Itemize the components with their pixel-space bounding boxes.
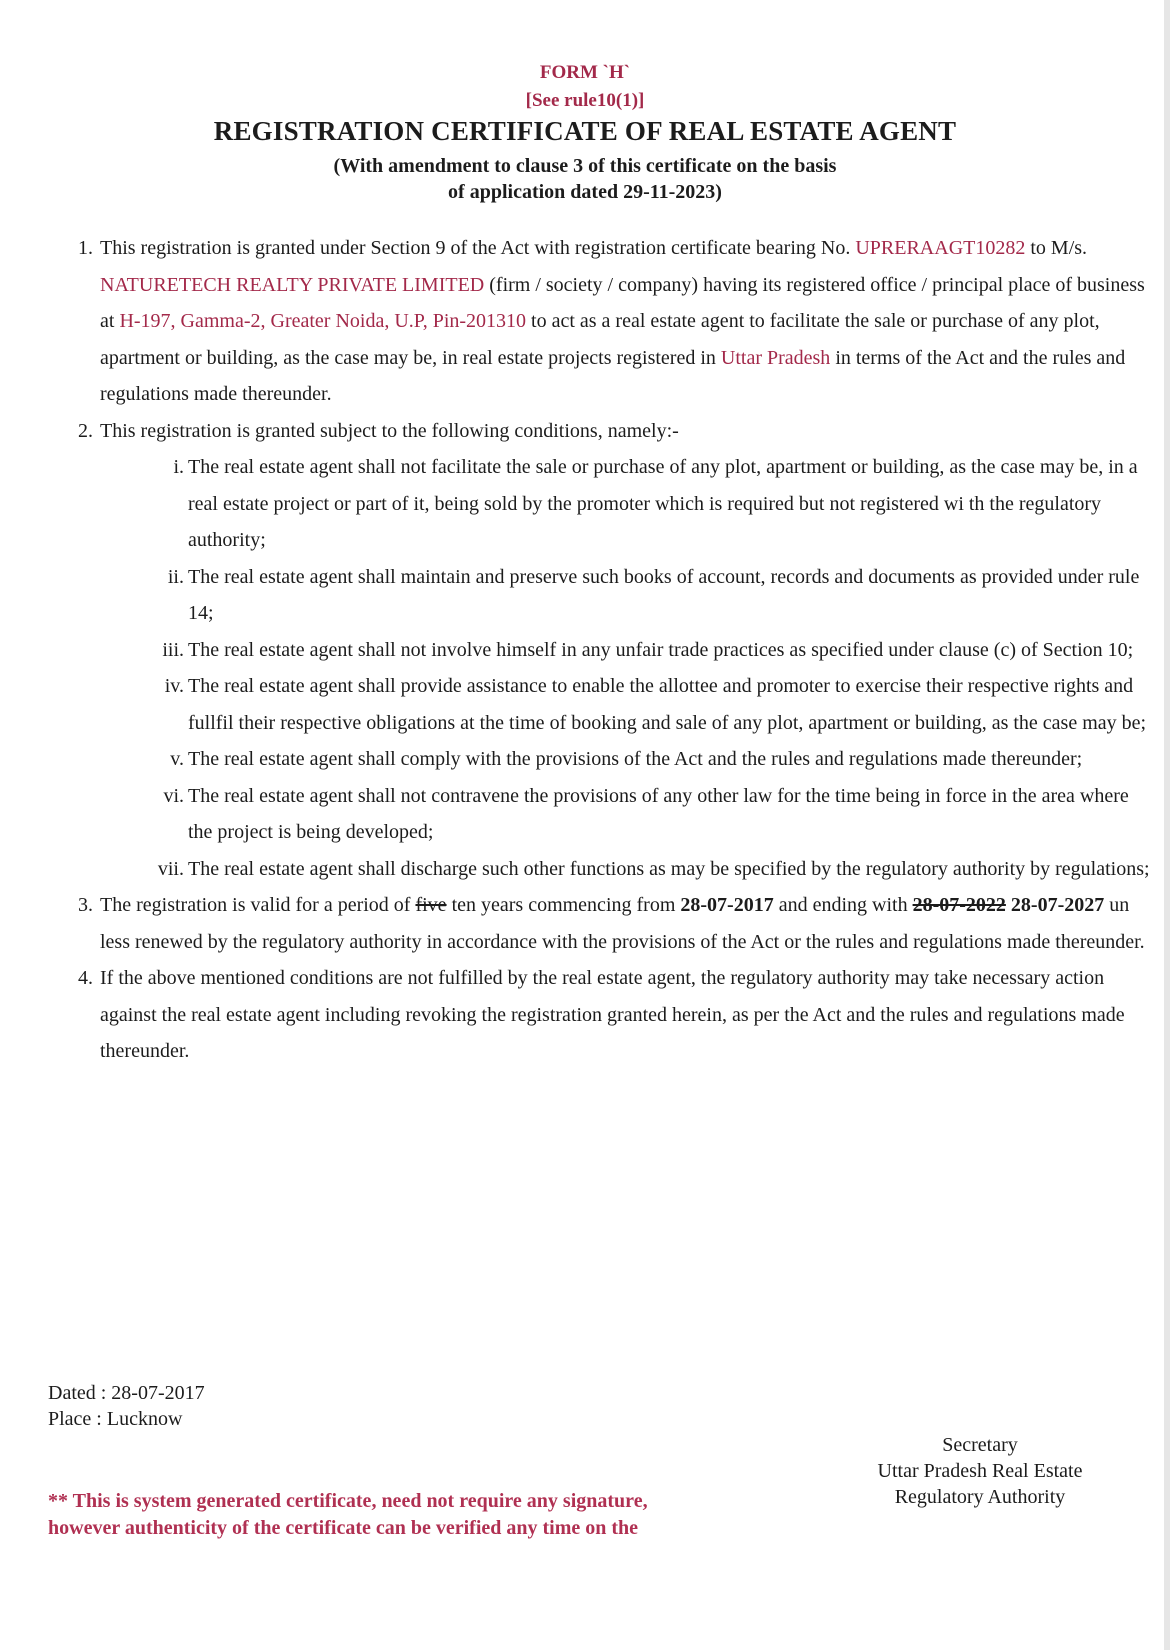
system-generated-note [48, 1488, 648, 1542]
clause-2 [78, 413, 1158, 888]
condition-item [144, 559, 1158, 632]
condition-text: The real estate agent shall not contravene the provisions of any other law for the time being in force in the area where the project is being developed; [188, 784, 1129, 843]
authority-line-2: Regulatory Authority [894, 1486, 1066, 1508]
condition-item [144, 741, 1158, 778]
clause-number: 2. [78, 419, 93, 442]
clause-text: The registration is valid for a period of [100, 894, 416, 916]
condition-item [144, 449, 1158, 559]
condition-text: The real estate agent shall provide assistance to enable the allottee and promoter to exercise their respective rights and fullfil their respective obligations at the time of booking and sale of any plot, apartment or building, as the case may be; [188, 675, 1147, 734]
clause-number: 1. [78, 237, 93, 259]
registration-number: UPRERAAGT10282 [855, 237, 1026, 259]
clause-number: 4. [78, 967, 93, 989]
form-label: FORM `H` [539, 62, 631, 83]
clause-text: (firm / society / company) having its registered office / principal place of business at [100, 273, 1145, 332]
clause-text: to M/s. [1025, 237, 1088, 259]
page-title: REGISTRATION CERTIFICATE OF REAL ESTATE AGENT [213, 116, 957, 146]
clause-text: and ending with [773, 894, 913, 916]
date-place [48, 1380, 205, 1432]
clause-4 [78, 960, 1158, 1070]
amendment-note [0, 153, 1170, 205]
condition-number: vi. [163, 784, 184, 807]
condition-text: The real estate agent shall not facilitate the sale or purchase of any plot, apartment or building, as the case may be, in a real estate project or part of it, being sold by the promoter which is required but not registered wi th the regulatory authority; [188, 456, 1138, 551]
clause-3 [78, 887, 1158, 960]
condition-number: ii. [167, 565, 184, 588]
clause-text: This registration is granted under Section 9 of the Act with registration certificate bearing No. [100, 237, 856, 259]
struck-period: five [415, 894, 447, 916]
registered-address: H-197, Gamma-2, Greater Noida, U.P, Pin-201310 [119, 310, 527, 332]
clause-text: un less renewed by the regulatory authority in accordance with the provisions of the Act or the rules and regulations made thereunder. [100, 894, 1145, 953]
scan-edge [1164, 0, 1170, 1650]
condition-text: The real estate agent shall maintain and preserve such books of account, records and documents as provided under rule 14; [188, 565, 1140, 624]
clause-text: in terms of the Act and the rules and regulations made thereunder. [100, 346, 1126, 405]
condition-text: The real estate agent shall not involve himself in any unfair trade practices as specified under clause (c) of Section 10; [188, 638, 1134, 661]
company-name: NATURETECH REALTY PRIVATE LIMITED [100, 273, 485, 296]
condition-text: The real estate agent shall comply with the provisions of the Act and the rules and regulations made thereunder; [188, 748, 1083, 770]
dated: Dated : 28-07-2017 [48, 1382, 205, 1404]
amendment-line-2: of application dated 29-11-2023) [448, 181, 722, 203]
condition-number: i. [173, 456, 184, 478]
signatory-title: Secretary [942, 1434, 1018, 1456]
condition-item [144, 851, 1158, 888]
state-name: Uttar Pradesh [720, 346, 831, 369]
condition-number: vii. [157, 857, 184, 880]
place: Place : Lucknow [48, 1408, 183, 1430]
clause-number: 3. [78, 894, 93, 916]
condition-item [144, 778, 1158, 851]
amendment-line-1: (With amendment to clause 3 of this certificate on the basis [333, 155, 837, 177]
note-line-1: ** This is system generated certificate, need not require any signature, [48, 1490, 648, 1512]
condition-number: iii. [162, 638, 184, 661]
clause-1 [78, 230, 1158, 413]
condition-text: The real estate agent shall discharge such other functions as may be specified by the regulatory authority by regulations; [188, 857, 1150, 880]
clause-text: to act as a real estate agent to facilitate the sale or purchase of any plot, apartment or building, as the case may be, in real estate projects registered in [100, 310, 1100, 369]
condition-number: iv. [164, 675, 184, 697]
note-line-2: however authenticity of the certificate can be verified any time on the [48, 1517, 639, 1539]
condition-number: v. [170, 748, 184, 770]
signatory-block [855, 1432, 1105, 1510]
end-date: 28-07-2027 [1010, 894, 1105, 916]
clause-text: ten years commencing from [446, 894, 681, 916]
certificate-body [78, 230, 1158, 1070]
struck-end-date: 28-07-2022 [912, 894, 1006, 916]
clause-text: If the above mentioned conditions are not fulfilled by the real estate agent, the regulatory authority may take necessary action against the real estate agent including revoking the registration granted herein, as per the Act and the rules and regulations made thereunder. [100, 967, 1125, 1062]
condition-item [144, 668, 1158, 741]
condition-item [144, 632, 1158, 669]
authority-line-1: Uttar Pradesh Real Estate [877, 1460, 1083, 1482]
rule-reference: [See rule10(1)] [525, 90, 645, 111]
start-date: 28-07-2017 [680, 894, 774, 916]
conditions-list [144, 449, 1158, 887]
clause-text: This registration is granted subject to the following conditions, namely:- [100, 419, 679, 442]
